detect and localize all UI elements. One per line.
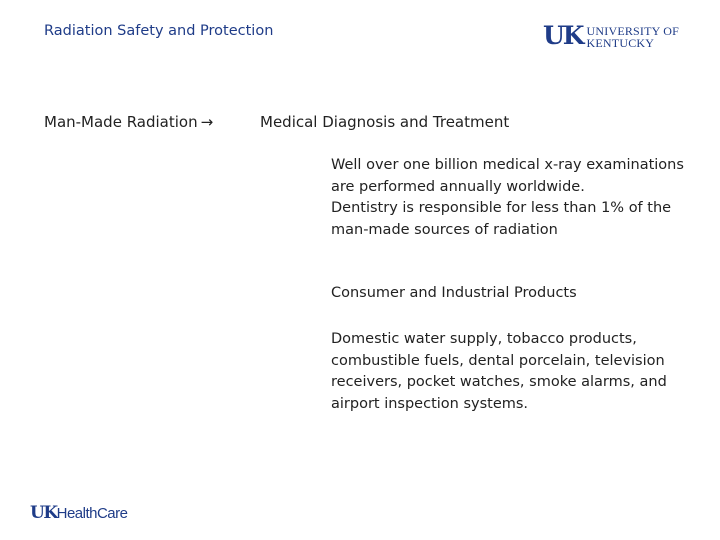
consumer-heading: Consumer and Industrial Products — [331, 285, 577, 301]
medical-text-1: Well over one billion medical x-ray examinations are performed annually worldwide. — [331, 157, 684, 195]
university-name: UNIVERSITY OF KENTUCKY — [586, 24, 680, 50]
slide-title: Radiation Safety and Protection — [44, 23, 274, 39]
medical-text-2: Dentistry is responsible for less than 1% of the man-made sources of radiation — [331, 200, 672, 238]
healthcare-wordmark: HealthCare — [56, 505, 128, 522]
university-of-kentucky-logo — [543, 22, 720, 49]
uk-healthcare-logo — [30, 503, 127, 523]
left-label-text: Man-Made Radiation — [44, 113, 198, 131]
arrow-right-icon: → — [200, 113, 214, 131]
consumer-text: Domestic water supply, tobacco products, combustible fuels, dental porcelain, television receivers, pocket watches, smoke alarms, and airport inspection systems. — [331, 331, 667, 412]
medical-heading: Medical Diagnosis and Treatment — [260, 113, 510, 131]
uk-healthcare-mark: UK — [30, 503, 57, 523]
man-made-radiation-label — [44, 113, 213, 131]
uk-logo-mark: UK — [543, 21, 583, 50]
